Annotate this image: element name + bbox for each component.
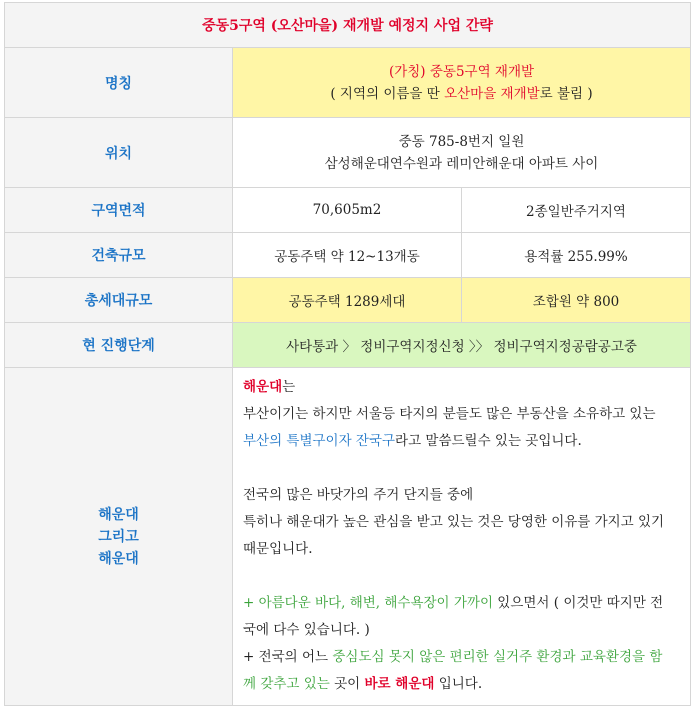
desc-p1-line1 <box>243 374 680 401</box>
label-area: 구역면적 <box>5 188 233 233</box>
project-summary-table <box>4 2 691 706</box>
desc-right-haeundae: 바로 해운대 <box>364 676 435 692</box>
location-line2: 삼성해운대연수원과 레미안해운대 아파트 사이 <box>324 155 599 172</box>
desc-p3-line1 <box>243 590 680 617</box>
label-name: 명칭 <box>5 48 233 118</box>
label-stage: 현 진행단계 <box>5 323 233 368</box>
haeundae-description <box>233 368 691 706</box>
desc-p2-line1: 전국의 많은 바닷가의 주거 단지들 중에 <box>243 487 474 503</box>
desc-p3-line4-end: 입니다. <box>434 676 483 692</box>
value-location <box>233 118 691 188</box>
zoning-value: 2종일반주거지역 <box>462 188 691 233</box>
location-line1: 중동 785-8번지 일원 <box>398 133 525 150</box>
desc-environment-highlight-cont: 께 갖추고 있는 <box>243 676 330 692</box>
floor-area-ratio-value: 용적률 255.99% <box>462 233 691 278</box>
row-name <box>5 48 691 118</box>
row-stage <box>5 323 691 368</box>
members-value: 조합원 약 800 <box>462 278 691 323</box>
row-area <box>5 188 691 233</box>
desc-p3-line2: 국에 다수 있습니다. ) <box>243 622 370 638</box>
desc-title-suffix: 는 <box>282 379 296 395</box>
desc-special-district: 부산의 특별구이자 잔국구 <box>243 433 396 449</box>
label-haeundae <box>5 368 233 706</box>
desc-environment-highlight: 중심도심 못지 않은 편리한 실거주 환경과 교육환경을 함 <box>332 649 663 665</box>
desc-p2-line2: 특히나 해운대가 높은 관심을 받고 있는 것은 당영한 이유를 가지고 있기 <box>243 514 665 530</box>
name-line1: (가칭) 중동5구역 재개발 <box>388 63 535 80</box>
row-households <box>5 278 691 323</box>
row-location <box>5 118 691 188</box>
name-line2 <box>233 83 690 105</box>
desc-p3-line4-mid: 곳이 <box>329 676 365 692</box>
row-scale <box>5 233 691 278</box>
label-haeundae-line1: 해운대 <box>98 506 139 523</box>
label-scale: 건축규모 <box>5 233 233 278</box>
desc-p3-line1-rest: 있으면서 ( 이것만 따지만 전 <box>493 595 664 611</box>
label-households: 총세대규모 <box>5 278 233 323</box>
desc-p1-line2: 부산이기는 하지만 서울등 타지의 분들도 많은 부동산을 소유하고 있는 <box>243 406 656 422</box>
desc-p1-line3-rest: 라고 말씀드릴수 있는 곳입니다. <box>395 433 582 449</box>
name-line2-pre: ( 지역의 이름을 딴 <box>330 85 445 102</box>
desc-p3-line3-pre: + 전국의 어느 <box>243 649 333 665</box>
buildings-value: 공동주택 약 12~13개동 <box>233 233 462 278</box>
desc-p1-line3 <box>243 428 680 455</box>
desc-p3-line3 <box>243 644 680 671</box>
title-row <box>5 3 691 48</box>
name-line2-post: 로 불림 ) <box>539 85 593 102</box>
desc-beach-highlight: + 아름다운 바다, 해변, 해수욕장이 가까이 <box>243 595 494 611</box>
area-value: 70,605m2 <box>233 188 462 233</box>
label-location: 위치 <box>5 118 233 188</box>
households-value: 공동주택 1289세대 <box>233 278 462 323</box>
desc-haeundae-title: 해운대 <box>243 379 283 395</box>
table-title: 중동5구역 (오산마을) 재개발 예정지 사업 간략 <box>5 3 691 48</box>
value-name <box>233 48 691 118</box>
stage-value: 사타통과 〉 정비구역지정신청 〉〉 정비구역지정공람공고중 <box>233 323 691 368</box>
desc-p2-line3: 때문입니다. <box>243 541 313 557</box>
label-haeundae-line2: 그리고 <box>98 528 139 545</box>
label-haeundae-line3: 해운대 <box>98 550 139 567</box>
row-haeundae <box>5 368 691 706</box>
desc-p3-line4 <box>243 671 680 698</box>
name-line2-highlight: 오산마을 재개발 <box>444 85 540 102</box>
